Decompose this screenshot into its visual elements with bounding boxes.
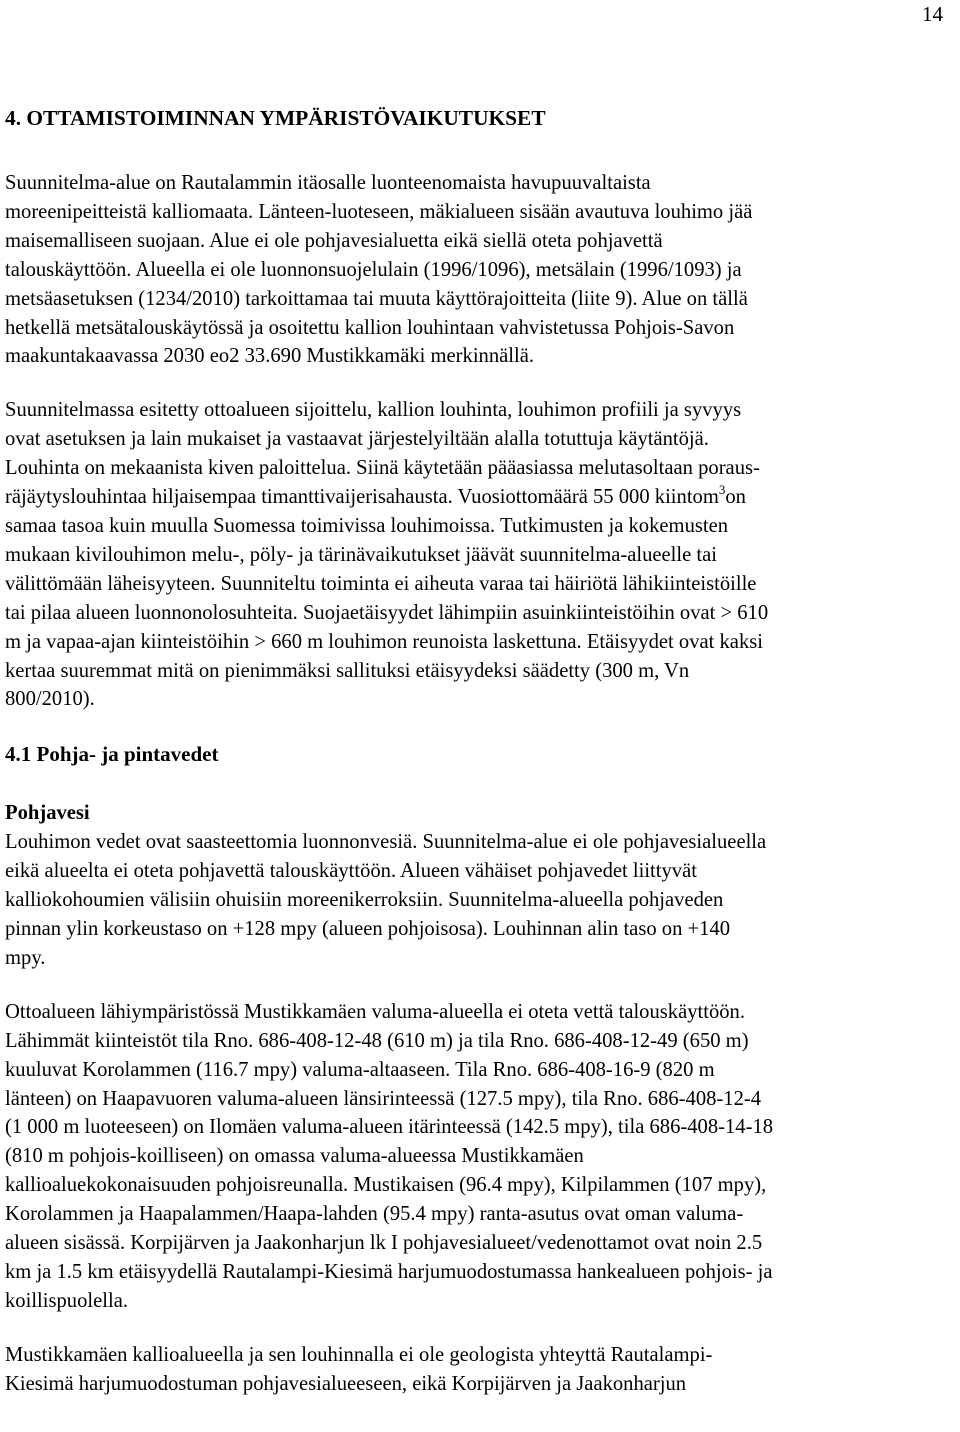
text-line: Suunnitelmassa esitetty ottoalueen sijoittelu, kallion louhinta, louhimon profiili ja syvyys bbox=[5, 399, 742, 422]
text-line: Kiesimä harjumuodostuman pohjavesialueeseen, eikä Korpijärven ja Jaakonharjun bbox=[5, 1372, 687, 1395]
page-number: 14 bbox=[922, 2, 943, 26]
text-segment: on bbox=[725, 486, 746, 509]
text-line: samaa tasoa kuin muulla Suomessa toimivissa louhimoissa. Tutkimusten ja kokemusten bbox=[5, 514, 729, 537]
text-line: talouskäyttöön. Alueella ei ole luonnonsuojelulain (1996/1096), metsälain (1996/1093) ja bbox=[5, 258, 742, 281]
text-line: metsäasetuksen (1234/2010) tarkoittamaa tai muuta käyttörajoitteita (liite 9). Alue on tällä bbox=[5, 287, 748, 310]
text-line: Louhinta on mekaanista kiven paloittelua. Siinä käytetään pääasiassa melutasoltaan poraus- bbox=[5, 457, 760, 480]
text-line: eikä alueelta ei oteta pohjavettä talouskäyttöön. Alueen vähäiset pohjavedet liittyvät bbox=[5, 860, 697, 883]
subsubsection-heading: Pohjavesi bbox=[5, 802, 90, 825]
text-line: tai pilaa alueen luonnonolosuhteita. Suojaetäisyydet lähimpiin asuinkiinteistöihin ovat > 610 bbox=[5, 601, 769, 624]
text-line: km ja 1.5 km etäisyydellä Rautalampi-Kiesimä harjumuodostumassa hankealueen pohjois- ja bbox=[5, 1261, 773, 1283]
subsection-heading: 4.1 Pohja- ja pintavedet bbox=[5, 742, 219, 767]
text-line: hetkellä metsätalouskäytössä ja osoitettu kallion louhintaan vahvistetussa Pohjois-Savon bbox=[5, 316, 735, 339]
text-line: kallioaluekokonaisuuden pohjoisreunalla. Mustikaisen (96.4 mpy), Kilpilammen (107 mpy), bbox=[5, 1174, 767, 1197]
text-line: koillispuolella. bbox=[5, 1289, 128, 1312]
paragraph-geology bbox=[5, 1341, 957, 1399]
paragraph-groundwater bbox=[5, 828, 957, 973]
text-line: maakuntakaavassa 2030 eo2 33.690 Mustikkamäki merkinnällä. bbox=[5, 345, 535, 368]
paragraph-surroundings bbox=[5, 998, 957, 1316]
text-line: moreenipeitteistä kalliomaata. Länteen-luoteseen, mäkialueen sisään avautuva louhimo jää bbox=[5, 200, 753, 223]
text-line: mpy. bbox=[5, 946, 46, 969]
superscript: 3 bbox=[718, 482, 726, 498]
text-line: länteen) on Haapavuoren valuma-alueen länsirinteessä (127.5 mpy), tila Rno. 686-408-12-4 bbox=[5, 1087, 762, 1110]
text-line: välittömään läheisyyteen. Suunniteltu toiminta ei aiheuta varaa tai häiriötä lähikiinteistöille bbox=[5, 572, 757, 595]
text-line: ovat asetuksen ja lain mukaiset ja vastaavat järjestelyiltään alalla totuttuja käytäntöjä. bbox=[5, 428, 709, 451]
text-line: m ja vapaa-ajan kiinteistöihin > 660 m louhimon reunoista laskettuna. Etäisyydet ovat kaksi bbox=[5, 630, 763, 653]
text-segment: räjäytyslouhintaa hiljaisempaa timanttivaijerisahausta. Vuosiottomäärä 55 000 kiintom bbox=[5, 486, 719, 509]
text-line: kalliokohoumien välisiin ohuisiin moreenikerroksiin. Suunnitelma-alueella pohjaveden bbox=[5, 889, 724, 912]
text-line: alueen sisässä. Korpijärven ja Jaakonharjun lk I pohjavesialueet/vedenottamot ovat noin 2.5 bbox=[5, 1232, 763, 1255]
text-line: Ottoalueen lähiympäristössä Mustikkamäen valuma-alueella ei oteta vettä talouskäyttöön. bbox=[5, 1000, 746, 1023]
text-line: Mustikkamäen kallioalueella ja sen louhinnalla ei ole geologista yhteyttä Rautalampi- bbox=[5, 1343, 713, 1366]
text-line: 800/2010). bbox=[5, 688, 95, 711]
text-line: Lähimmät kiinteistöt tila Rno. 686-408-12-48 (610 m) ja tila Rno. 686-408-12-49 (650 m) bbox=[5, 1029, 749, 1052]
text-line bbox=[5, 483, 957, 512]
document-body bbox=[5, 103, 957, 1399]
text-line: maisemalliseen suojaan. Alue ei ole pohjavesialuetta eikä siellä oteta pohjavettä bbox=[5, 229, 663, 252]
text-line: Korolammen ja Haapalammen/Haapa-lahden (95.4 mpy) ranta-asutus ovat oman valuma- bbox=[5, 1203, 744, 1226]
text-line: kertaa suuremmat mitä on pienimmäksi sallituksi etäisyydeksi säädetty (300 m, Vn bbox=[5, 659, 690, 682]
section-heading: 4. OTTAMISTOIMINNAN YMPÄRISTÖVAIKUTUKSET bbox=[5, 106, 546, 130]
text-line: Louhimon vedet ovat saasteettomia luonnonvesiä. Suunnitelma-alue ei ole pohjavesialueella bbox=[5, 831, 767, 854]
text-line: kuuluvat Korolammen (116.7 mpy) valuma-altaaseen. Tila Rno. 686-408-16-9 (820 m bbox=[5, 1058, 715, 1081]
text-line: Suunnitelma-alue on Rautalammin itäosalle luonteenomaista havupuuvaltaista bbox=[5, 172, 651, 194]
paragraph-quarrying-method bbox=[5, 396, 957, 714]
text-line: pinnan ylin korkeustaso on +128 mpy (alueen pohjoisosa). Louhinnan alin taso on +140 bbox=[5, 918, 731, 941]
text-line: mukaan kivilouhimon melu-, pöly- ja tärinävaikutukset jäävät suunnitelma-alueelle tai bbox=[5, 543, 717, 566]
paragraph-site-description bbox=[5, 169, 957, 371]
text-line: (1 000 m luoteeseen) on Ilomäen valuma-alueen itärinteessä (142.5 mpy), tila 686-408-14-18 bbox=[5, 1116, 774, 1139]
text-line: (810 m pohjois-koilliseen) on omassa valuma-alueessa Mustikkamäen bbox=[5, 1145, 584, 1168]
